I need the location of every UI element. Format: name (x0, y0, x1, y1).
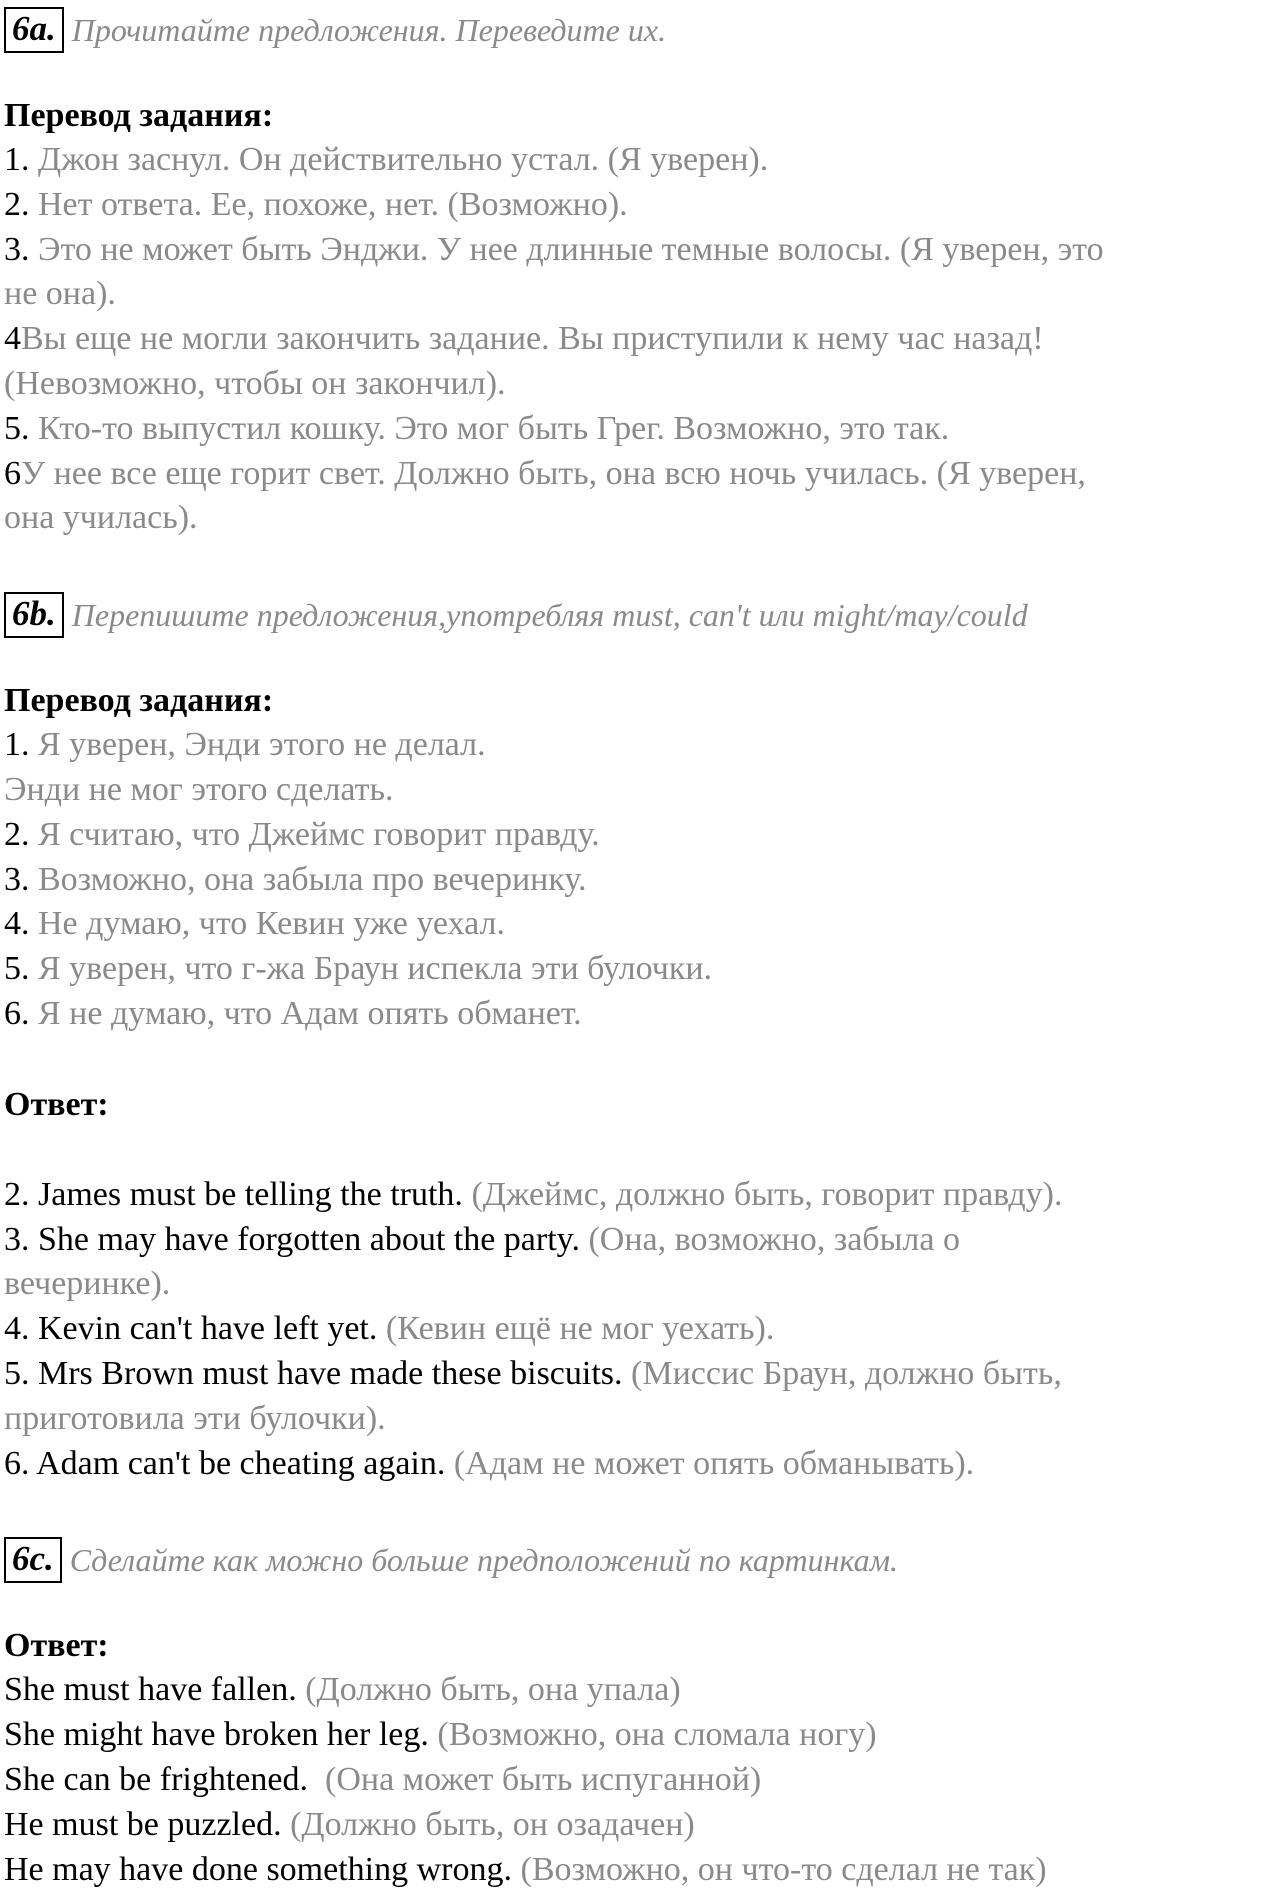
text-line (4, 228, 1262, 273)
line-text: не она). (4, 275, 116, 313)
line-number: 3. (4, 230, 30, 268)
task-6c-header (4, 1534, 1262, 1586)
text-line (4, 452, 1262, 497)
line-text: Я не думаю, что Адам опять обманет. (29, 994, 582, 1032)
text-line (4, 723, 1262, 768)
answer-english: 3. She may have forgotten about the party. (4, 1220, 580, 1258)
text-line (4, 768, 1262, 813)
text-line (4, 992, 1262, 1037)
line-number: 2. (4, 815, 30, 853)
document-page (4, 0, 1262, 1892)
task-6a-title: Прочитайте предложения. Переведите их. (71, 11, 667, 48)
answer-english: 6. Adam can't be cheating again. (4, 1444, 446, 1482)
answer-line (4, 1218, 1262, 1263)
text-line (4, 272, 1262, 317)
answer-translation: (Она может быть испуганной) (308, 1760, 762, 1798)
task-6c-answers (4, 1668, 1262, 1892)
answer-line (4, 1397, 1262, 1442)
task-6b-badge: 6b. (4, 592, 64, 638)
line-text: Я уверен, Энди этого не делал. (29, 726, 486, 764)
answer-english: 4. Kevin can't have left yet. (4, 1310, 378, 1348)
text-line (4, 947, 1262, 992)
answer-english: He must be puzzled. (4, 1805, 282, 1843)
answer-line (4, 1713, 1262, 1758)
answer-translation: (Кевин ещё не мог уехать). (377, 1310, 775, 1348)
task-6a-header (4, 4, 1262, 56)
task-6a-lines (4, 138, 1262, 541)
line-text: Это не может быть Энджи. У нее длинные темные волосы. (Я уверен, это (29, 230, 1104, 268)
answer-translation: (Возможно, он что-то сделал не так) (512, 1850, 1047, 1888)
line-number: 5. (4, 409, 30, 447)
line-text: (Невозможно, чтобы он закончил). (4, 364, 506, 402)
line-text: Не думаю, что Кевин уже уехал. (29, 905, 505, 943)
answer-line (4, 1173, 1262, 1218)
task-6c-title: Сделайте как можно больше предположений по картинкам. (69, 1541, 899, 1578)
task-6b-answers (4, 1173, 1262, 1487)
task-6c-answer-heading: Ответ: (4, 1627, 109, 1665)
line-number: 4 (4, 320, 21, 358)
line-number: 3. (4, 860, 30, 898)
answer-translation: (Она, возможно, забыла о (579, 1220, 960, 1258)
text-line (4, 138, 1262, 183)
task-6b-lines (4, 723, 1262, 1037)
line-text: Вы еще не могли закончить задание. Вы приступили к нему час назад! (21, 320, 1044, 358)
line-number: 1. (4, 141, 30, 178)
answer-english: She might have broken her leg. (4, 1716, 429, 1754)
answer-line (4, 1758, 1262, 1803)
line-number: 4. (4, 905, 30, 943)
answer-line (4, 1848, 1262, 1892)
text-line (4, 902, 1262, 947)
line-text: Кто-то выпустил кошку. Это мог быть Грег. Возможно, это так. (29, 409, 950, 447)
task-6b-heading: Перевод задания: (4, 682, 274, 720)
line-text: Нет ответа. Ее, похоже, нет. (Возможно). (29, 185, 628, 223)
task-6b-header (4, 589, 1262, 641)
line-text: она училась). (4, 499, 198, 537)
text-line (4, 813, 1262, 858)
task-6b-title: Перепишите предложения,употребляя must, can't или might/may/could (71, 596, 1028, 633)
answer-line (4, 1803, 1262, 1848)
text-line (4, 183, 1262, 228)
answer-translation: приготовила эти булочки). (4, 1399, 386, 1437)
line-text: Джон заснул. Он действительно устал. (Я уверен). (29, 141, 769, 178)
task-6b-answer-heading: Ответ: (4, 1085, 109, 1123)
answer-translation: (Адам не может опять обманывать). (445, 1444, 975, 1482)
text-line (4, 317, 1262, 362)
answer-english: He may have done something wrong. (4, 1850, 512, 1888)
line-text: У нее все еще горит свет. Должно быть, она всю ночь училась. (Я уверен, (21, 454, 1086, 492)
answer-translation: (Джеймс, должно быть, говорит правду). (462, 1175, 1063, 1213)
line-text: Возможно, она забыла про вечеринку. (29, 860, 587, 898)
line-number: 1. (4, 726, 30, 764)
answer-translation: (Должно быть, он озадачен) (281, 1805, 695, 1843)
answer-translation: (Миссис Браун, должно быть, (622, 1354, 1062, 1392)
answer-line (4, 1307, 1262, 1352)
text-line (4, 407, 1262, 452)
answer-line (4, 1262, 1262, 1307)
answer-line (4, 1442, 1262, 1487)
text-line (4, 496, 1262, 541)
line-number: 2. (4, 185, 30, 223)
task-6a-badge: 6a. (4, 7, 64, 53)
line-text: Я уверен, что г-жа Браун испекла эти булочки. (29, 950, 713, 988)
answer-translation: (Возможно, она сломала ногу) (428, 1716, 877, 1754)
line-text: Энди не мог этого сделать. (4, 770, 394, 808)
task-6c-badge: 6c. (4, 1537, 62, 1583)
answer-line (4, 1352, 1262, 1397)
answer-english: 5. Mrs Brown must have made these biscuits. (4, 1354, 623, 1392)
line-number: 6 (4, 454, 21, 492)
text-line (4, 362, 1262, 407)
answer-line (4, 1668, 1262, 1713)
answer-english: She can be frightened. (4, 1760, 308, 1798)
answer-english: 2. James must be telling the truth. (4, 1175, 463, 1213)
line-text: Я считаю, что Джеймс говорит правду. (29, 815, 600, 853)
text-line (4, 858, 1262, 903)
answer-english: She must have fallen. (4, 1671, 297, 1709)
task-6a-heading: Перевод задания: (4, 97, 274, 134)
line-number: 5. (4, 950, 30, 988)
line-number: 6. (4, 994, 30, 1032)
answer-translation: (Должно быть, она упала) (296, 1671, 681, 1709)
answer-translation: вечеринке). (4, 1265, 171, 1303)
